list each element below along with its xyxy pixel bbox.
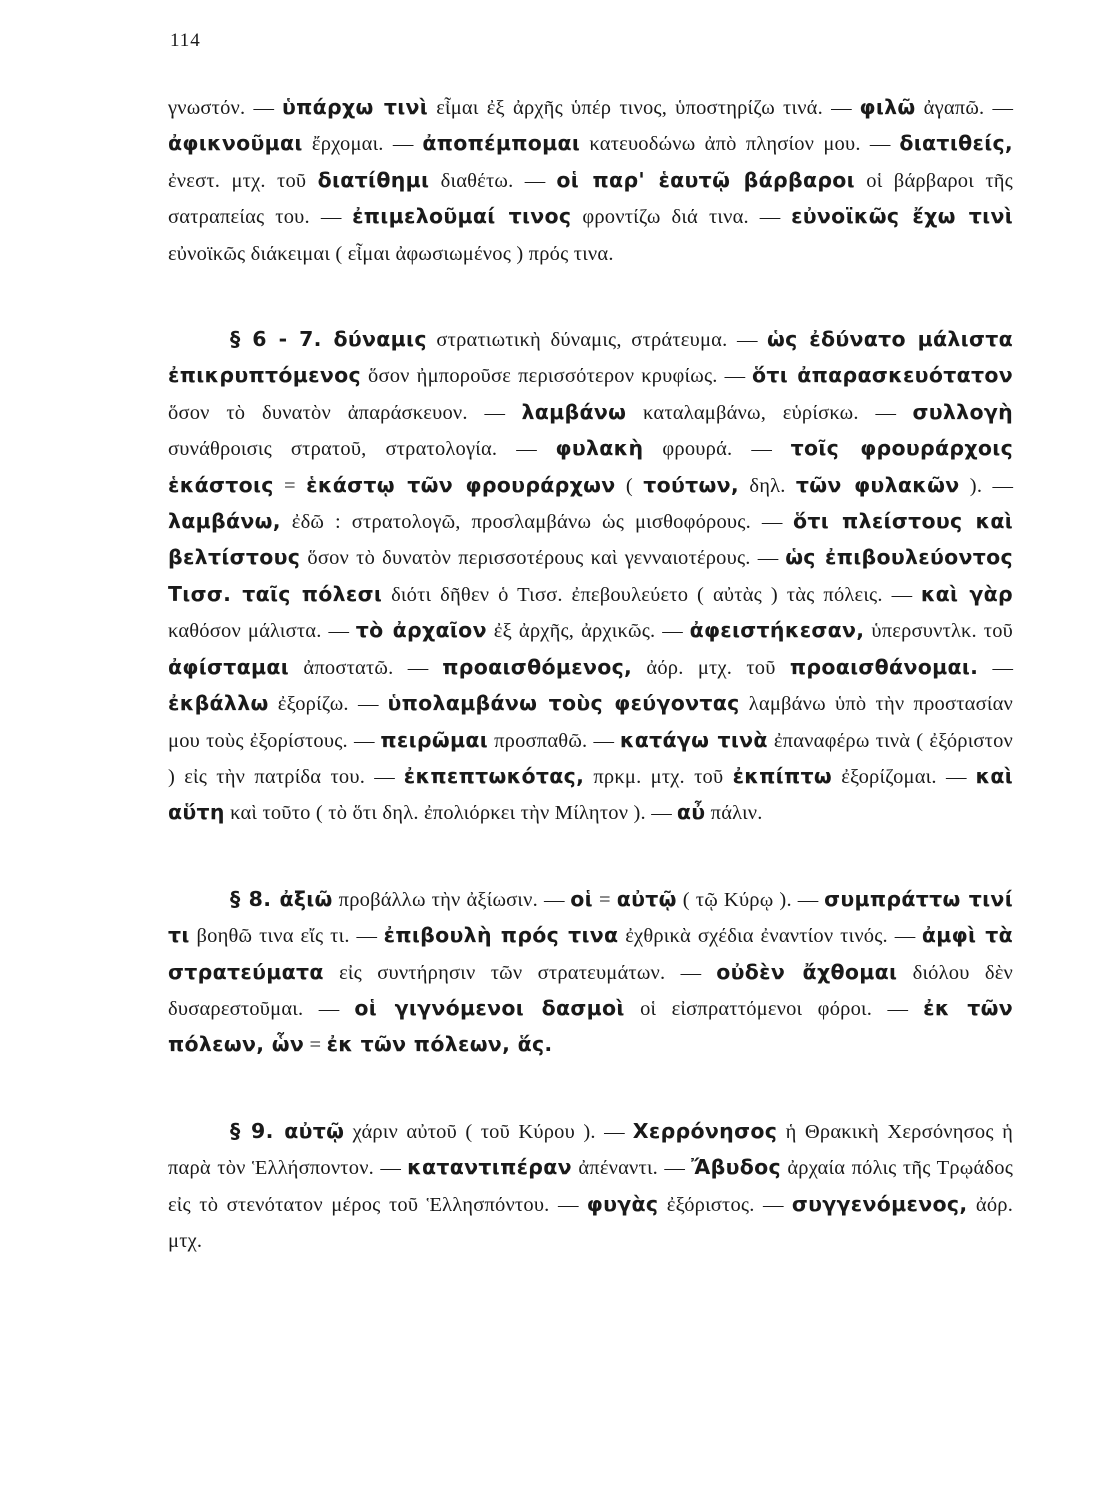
headword: κατάγω τινὰ: [619, 727, 768, 752]
headword: διατίθημι: [317, 167, 430, 192]
entry-separator: —: [357, 693, 388, 716]
gloss-text: εἶμαι ἐξ ἀρχῆς ὑπέρ τινος, ὑποστηρίζω τινά.: [428, 97, 832, 119]
entry-separator: —: [374, 765, 404, 788]
gloss-text: γνωστόν.: [168, 97, 254, 119]
entry-separator: —: [593, 729, 620, 752]
gloss-text: ἐνεστ. μτχ. τοῦ: [168, 169, 318, 192]
paragraph-vocabulary-continued: [168, 90, 1013, 272]
entry-separator: —: [894, 925, 922, 948]
gloss-text: ( τῷ Κύρῳ ).: [676, 888, 798, 911]
gloss-text: ὅσον τὸ δυνατὸν περισσοτέρους καὶ γενναιοτέρους.: [300, 547, 758, 570]
gloss-text: λαμβάνω ὑπὸ τὴν προστασίαν μου τοὺς ἐξορίστους.: [168, 693, 1013, 752]
gloss-text: χάριν αὐτοῦ ( τοῦ Κύρου ).: [344, 1120, 605, 1143]
headword: τῶν φυλακῶν: [795, 472, 960, 497]
page-number: 114: [170, 30, 201, 51]
headword: οἱ παρ' ἑαυτῷ βάρβαροι: [556, 167, 855, 192]
entry-separator: —: [797, 888, 825, 911]
entry-separator: —: [662, 620, 690, 643]
entry-separator: —: [887, 997, 924, 1020]
gloss-text: ἐπαναφέρω τινὰ ( ἐξόριστον ) εἰς τὴν πατρίδα του.: [168, 729, 1014, 788]
gloss-text: διόλου δὲν δυσαρεστοῦμαι.: [168, 961, 1013, 1020]
gloss-text: διαθέτω.: [429, 169, 525, 192]
gloss-text: κατευοδώνω ἀπὸ πλησίον μου.: [580, 133, 870, 156]
entry-separator: —: [318, 997, 355, 1020]
gloss-text: ὑπερσυντλκ. τοῦ: [864, 620, 1014, 643]
gloss-text: [978, 657, 992, 679]
headword: φυγὰς: [586, 1191, 659, 1216]
gloss-text: ἀρχαία πόλις τῆς Τρῳάδος εἰς τὸ στενότατον μέρος τοῦ Ἑλλησπόντου.: [168, 1157, 1014, 1216]
gloss-text: οἱ εἰσπραττόμενοι φόροι.: [624, 997, 888, 1020]
headword: διατιθείς,: [899, 131, 1014, 156]
headword: οἱ γιγνόμενοι δασμοὶ: [354, 995, 625, 1020]
gloss-text: συνάθροισις στρατοῦ, στρατολογία.: [168, 438, 517, 461]
headword: Χερρόνησος: [632, 1118, 778, 1143]
entry-separator: —: [353, 729, 381, 752]
headword: εὐνοϊκῶς ἔχω τινὶ: [791, 204, 1013, 229]
headword: προαισθάνομαι.: [789, 654, 979, 679]
gloss-text: ἐξορίζομαι.: [831, 765, 946, 788]
entry-separator: —: [757, 547, 786, 570]
headword: § 9. αὐτῷ: [230, 1118, 345, 1143]
gloss-text: φρουρά.: [643, 438, 752, 461]
gloss-text: ἐξορίζω.: [268, 693, 358, 716]
gloss-text: βοηθῶ τινα εἴς τι.: [189, 925, 357, 948]
gloss-text: ἐδῶ : στρατολογῶ, προσλαμβάνω ὡς μισθοφόρους.: [280, 511, 762, 534]
entry-separator: —: [759, 206, 792, 229]
headword: τούτων,: [643, 472, 740, 497]
headword: καὶ γὰρ: [920, 581, 1013, 606]
gloss-text: ὅσον ἠμποροῦσε περισσότερον κρυφίως.: [360, 365, 725, 388]
headword: ὅτι ἀπαρασκευότατον: [751, 363, 1013, 388]
entry-separator: —: [516, 438, 556, 461]
gloss-text: στρατιωτικὴ δύναμις, στράτευμα.: [426, 329, 738, 352]
headword: καὶ αὕτη: [168, 763, 1014, 825]
headword: ἐκβάλλω: [168, 691, 269, 716]
entry-separator: —: [407, 656, 443, 679]
headword: ἀφειστήκεσαν,: [689, 618, 865, 643]
headword: λαμβάνω,: [168, 509, 281, 534]
headword: ἐκπίπτω: [732, 763, 832, 788]
headword: καταντιπέραν: [407, 1155, 572, 1180]
headword: συμπράττω τινί τι: [168, 886, 1013, 948]
page-body: [168, 90, 1013, 1259]
headword: τὸ ἀρχαῖον: [355, 618, 487, 643]
entry-separator: —: [484, 401, 522, 424]
headword: ἀφίσταμαι: [168, 654, 290, 679]
gloss-text: διότι δῆθεν ὁ Τισσ. ἐπεβουλεύετο ( αὐτὰς ) τὰς πόλεις.: [382, 583, 892, 606]
headword: ὅτι πλείστους καὶ βελτίστους: [168, 509, 1013, 570]
entry-separator: —: [831, 97, 860, 119]
gloss-text: προσπαθῶ.: [488, 729, 594, 752]
entry-separator: —: [761, 511, 793, 534]
paragraph-section-6-7: [168, 322, 1013, 832]
entry-separator: —: [664, 1157, 692, 1180]
gloss-text: προβάλλω τὴν ἀξίωσιν.: [332, 888, 544, 911]
gloss-text: =: [273, 474, 307, 497]
gloss-text: ).: [959, 474, 993, 497]
headword: συλλογὴ: [912, 399, 1013, 424]
entry-separator: —: [320, 206, 353, 229]
headword: συγγενόμενος,: [791, 1191, 968, 1216]
gloss-text: πρκμ. μτχ. τοῦ: [584, 765, 733, 788]
entry-separator: —: [557, 1193, 587, 1216]
headword: αὖ: [676, 800, 706, 825]
entry-separator: —: [992, 656, 1014, 679]
headword: ἀμφὶ τὰ στρατεύματα: [168, 923, 1014, 984]
entry-separator: —: [737, 329, 767, 352]
entry-separator: —: [891, 583, 921, 606]
gloss-text: =: [304, 1034, 327, 1057]
gloss-text: εἰς συντήρησιν τῶν στρατευμάτων.: [323, 961, 681, 984]
gloss-text: ἀποστατῶ.: [289, 656, 408, 679]
entry-separator: —: [524, 169, 557, 192]
entry-separator: —: [724, 365, 752, 388]
gloss-text: καταλαμβάνω, εὑρίσκω.: [626, 401, 876, 424]
entry-separator: —: [869, 133, 900, 156]
entry-separator: —: [328, 620, 356, 643]
gloss-text: ἐχθρικὰ σχέδια ἐναντίον τινός.: [618, 925, 895, 948]
paragraph-section-8: [168, 882, 1013, 1064]
gloss-text: πάλιν.: [705, 802, 763, 825]
gloss-text: δηλ.: [739, 474, 796, 497]
headword: λαμβάνω: [521, 399, 627, 424]
headword: τοῖς φρουράρχοις ἑκάστοις: [168, 436, 1014, 497]
entry-separator: —: [392, 133, 423, 156]
gloss-text: οἱ βάρβαροι τῆς σατραπείας του.: [168, 169, 1013, 229]
entry-separator: —: [380, 1157, 408, 1180]
headword: ὑπάρχω τινὶ: [281, 95, 429, 119]
gloss-text: (: [615, 474, 644, 497]
entry-separator: —: [604, 1120, 633, 1143]
headword: Ἄβυδος: [691, 1155, 781, 1180]
headword: ὑπολαμβάνω τοὺς φεύγοντας: [387, 691, 740, 716]
paragraph-section-9: [168, 1114, 1013, 1260]
gloss-text: =: [592, 888, 617, 911]
headword: φιλῶ: [859, 95, 916, 119]
headword: ἐπιβουλὴ πρός τινα: [383, 923, 619, 948]
gloss-text: καθόσον μάλιστα.: [168, 620, 329, 643]
entry-separator: —: [992, 474, 1013, 497]
headword: § 8. ἀξιῶ: [230, 886, 333, 911]
headword: ἀποπέμπομαι: [422, 131, 581, 156]
headword: ἐκπεπτωκότας,: [403, 763, 585, 788]
headword: φυλακὴ: [555, 436, 644, 461]
gloss-text: ἀόρ. μτχ. τοῦ: [632, 656, 790, 679]
entry-separator: —: [763, 1193, 792, 1216]
headword: αὐτῷ: [616, 886, 677, 911]
gloss-text: ἐξόριστος.: [658, 1193, 764, 1216]
headword: ὡς ἐδύνατο μάλιστα ἐπικρυπτόμενος: [168, 327, 1013, 388]
headword: ὡς ἐπιβουλεύοντος Τισσ. ταῖς πόλεσι: [168, 545, 1014, 606]
entry-separator: —: [651, 802, 677, 825]
gloss-text: ἡ Θρακικὴ Χερσόνησος ἡ παρὰ τὸν Ἑλλήσποντον.: [168, 1120, 1013, 1180]
headword: § 6 - 7. δύναμις: [230, 327, 427, 352]
gloss-text: ἐξ ἀρχῆς, ἀρχικῶς.: [486, 620, 663, 643]
entry-separator: —: [543, 888, 571, 911]
gloss-text: ὅσον τὸ δυνατὸν ἀπαράσκευον.: [168, 401, 485, 424]
headword: ἀφικνοῦμαι: [168, 131, 303, 156]
entry-separator: —: [751, 438, 791, 461]
headword: ἐκ τῶν πόλεων, ἅς.: [326, 1032, 553, 1057]
entry-separator: —: [875, 401, 913, 424]
gloss-text: καὶ τοῦτο ( τὸ ὅτι δηλ. ἐπολιόρκει τὴν Μίλητον ).: [224, 802, 652, 825]
headword: οὐδὲν ἄχθομαι: [716, 959, 898, 984]
entry-separator: —: [253, 97, 282, 119]
gloss-text: ἀόρ. μτχ.: [168, 1193, 1014, 1252]
headword: πειρῶμαι: [380, 727, 489, 752]
headword: οἱ: [570, 886, 593, 911]
entry-separator: —: [992, 97, 1014, 119]
gloss-text: φροντίζω διά τινα.: [571, 206, 760, 229]
headword: ἑκάστῳ τῶν φρουράρχων: [306, 472, 616, 497]
entry-separator: —: [356, 925, 384, 948]
entry-separator: —: [680, 961, 717, 984]
entry-separator: —: [945, 765, 976, 788]
headword: ἐκ τῶν πόλεων, ὧν: [168, 995, 1014, 1057]
headword: ἐπιμελοῦμαί τινος: [352, 204, 572, 229]
gloss-text: ἀπέναντι.: [571, 1157, 665, 1180]
gloss-text: ἀγαπῶ.: [915, 97, 993, 119]
gloss-text: ἔρχομαι.: [302, 133, 393, 156]
gloss-text: εὐνοϊκῶς διάκειμαι ( εἶμαι ἀφωσιωμένος ) πρός τινα.: [168, 242, 614, 265]
headword: προαισθόμενος,: [442, 654, 633, 679]
